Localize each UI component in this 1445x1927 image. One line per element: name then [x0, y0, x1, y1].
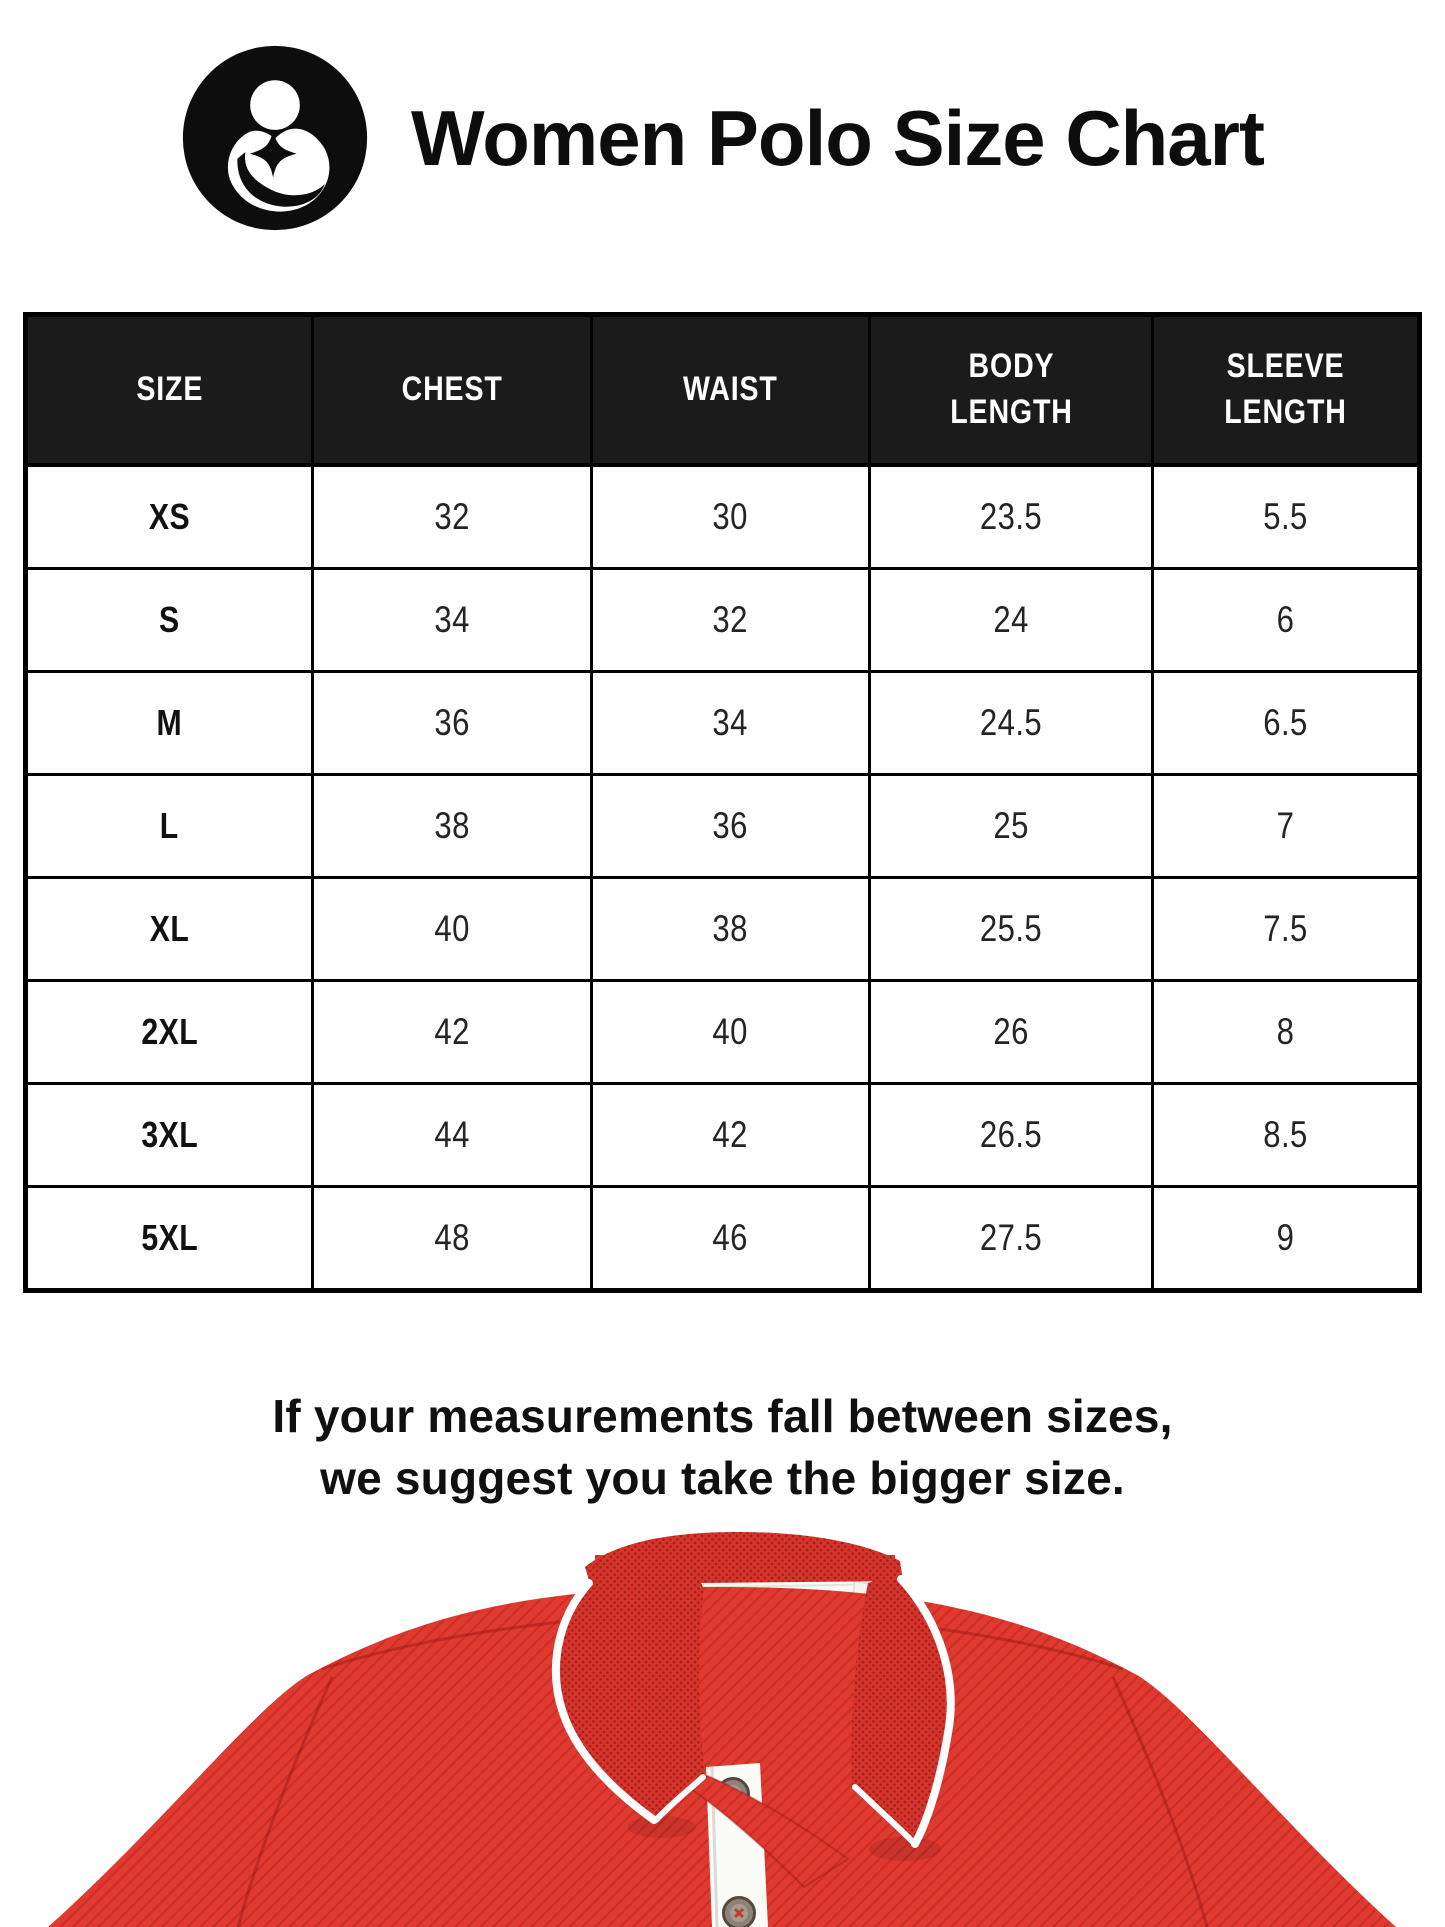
value-cell: 34 [313, 569, 592, 672]
value-cell: 42 [591, 1084, 869, 1187]
table-row [26, 672, 1420, 775]
value-cell: 9 [1153, 1187, 1420, 1291]
note-line-1: If your measurements fall between sizes, [272, 1390, 1173, 1442]
size-table [23, 312, 1422, 1293]
size-note [0, 1385, 1445, 1509]
value-cell: 24 [870, 569, 1153, 672]
value-cell: 5.5 [1153, 465, 1420, 569]
value-cell: 25.5 [870, 878, 1153, 981]
value-cell: 44 [313, 1084, 592, 1187]
size-cell: 2XL [26, 981, 313, 1084]
brand-logo-icon [181, 44, 369, 232]
value-cell: 40 [591, 981, 869, 1084]
column-header-body-length: BODY LENGTH [870, 315, 1153, 466]
note-line-2: we suggest you take the bigger size. [320, 1452, 1125, 1504]
table-row [26, 1084, 1420, 1187]
size-table-head [26, 315, 1420, 466]
header [0, 0, 1445, 232]
value-cell: 42 [313, 981, 592, 1084]
table-row [26, 569, 1420, 672]
value-cell: 23.5 [870, 465, 1153, 569]
value-cell: 26 [870, 981, 1153, 1084]
size-cell: XL [26, 878, 313, 981]
size-cell: L [26, 775, 313, 878]
value-cell: 7.5 [1153, 878, 1420, 981]
size-table-body [26, 465, 1420, 1291]
size-table-section [0, 312, 1445, 1293]
value-cell: 27.5 [870, 1187, 1153, 1291]
value-cell: 48 [313, 1187, 592, 1291]
value-cell: 8.5 [1153, 1084, 1420, 1187]
value-cell: 6 [1153, 569, 1420, 672]
value-cell: 7 [1153, 775, 1420, 878]
size-cell: 5XL [26, 1187, 313, 1291]
table-row [26, 1187, 1420, 1291]
value-cell: 32 [591, 569, 869, 672]
value-cell: 38 [591, 878, 869, 981]
column-header-chest: CHEST [313, 315, 592, 466]
value-cell: 26.5 [870, 1084, 1153, 1187]
value-cell: 6.5 [1153, 672, 1420, 775]
value-cell: 38 [313, 775, 592, 878]
table-row [26, 775, 1420, 878]
size-cell: M [26, 672, 313, 775]
value-cell: 30 [591, 465, 869, 569]
size-cell: XS [26, 465, 313, 569]
value-cell: 34 [591, 672, 869, 775]
column-header-waist: WAIST [591, 315, 869, 466]
value-cell: 40 [313, 878, 592, 981]
page-title: Women Polo Size Chart [411, 93, 1264, 182]
value-cell: 24.5 [870, 672, 1153, 775]
value-cell: 32 [313, 465, 592, 569]
shirt-collar-band [585, 1532, 903, 1584]
column-header-size: SIZE [26, 315, 313, 466]
shirt-button [724, 1898, 755, 1927]
value-cell: 8 [1153, 981, 1420, 1084]
header-row [26, 315, 1420, 466]
value-cell: 46 [591, 1187, 869, 1291]
value-cell: 36 [591, 775, 869, 878]
table-row [26, 878, 1420, 981]
polo-shirt-image [0, 1527, 1445, 1927]
table-row [26, 981, 1420, 1084]
size-cell: S [26, 569, 313, 672]
size-cell: 3XL [26, 1084, 313, 1187]
table-row [26, 465, 1420, 569]
value-cell: 36 [313, 672, 592, 775]
value-cell: 25 [870, 775, 1153, 878]
column-header-sleeve-length: SLEEVE LENGTH [1153, 315, 1420, 466]
